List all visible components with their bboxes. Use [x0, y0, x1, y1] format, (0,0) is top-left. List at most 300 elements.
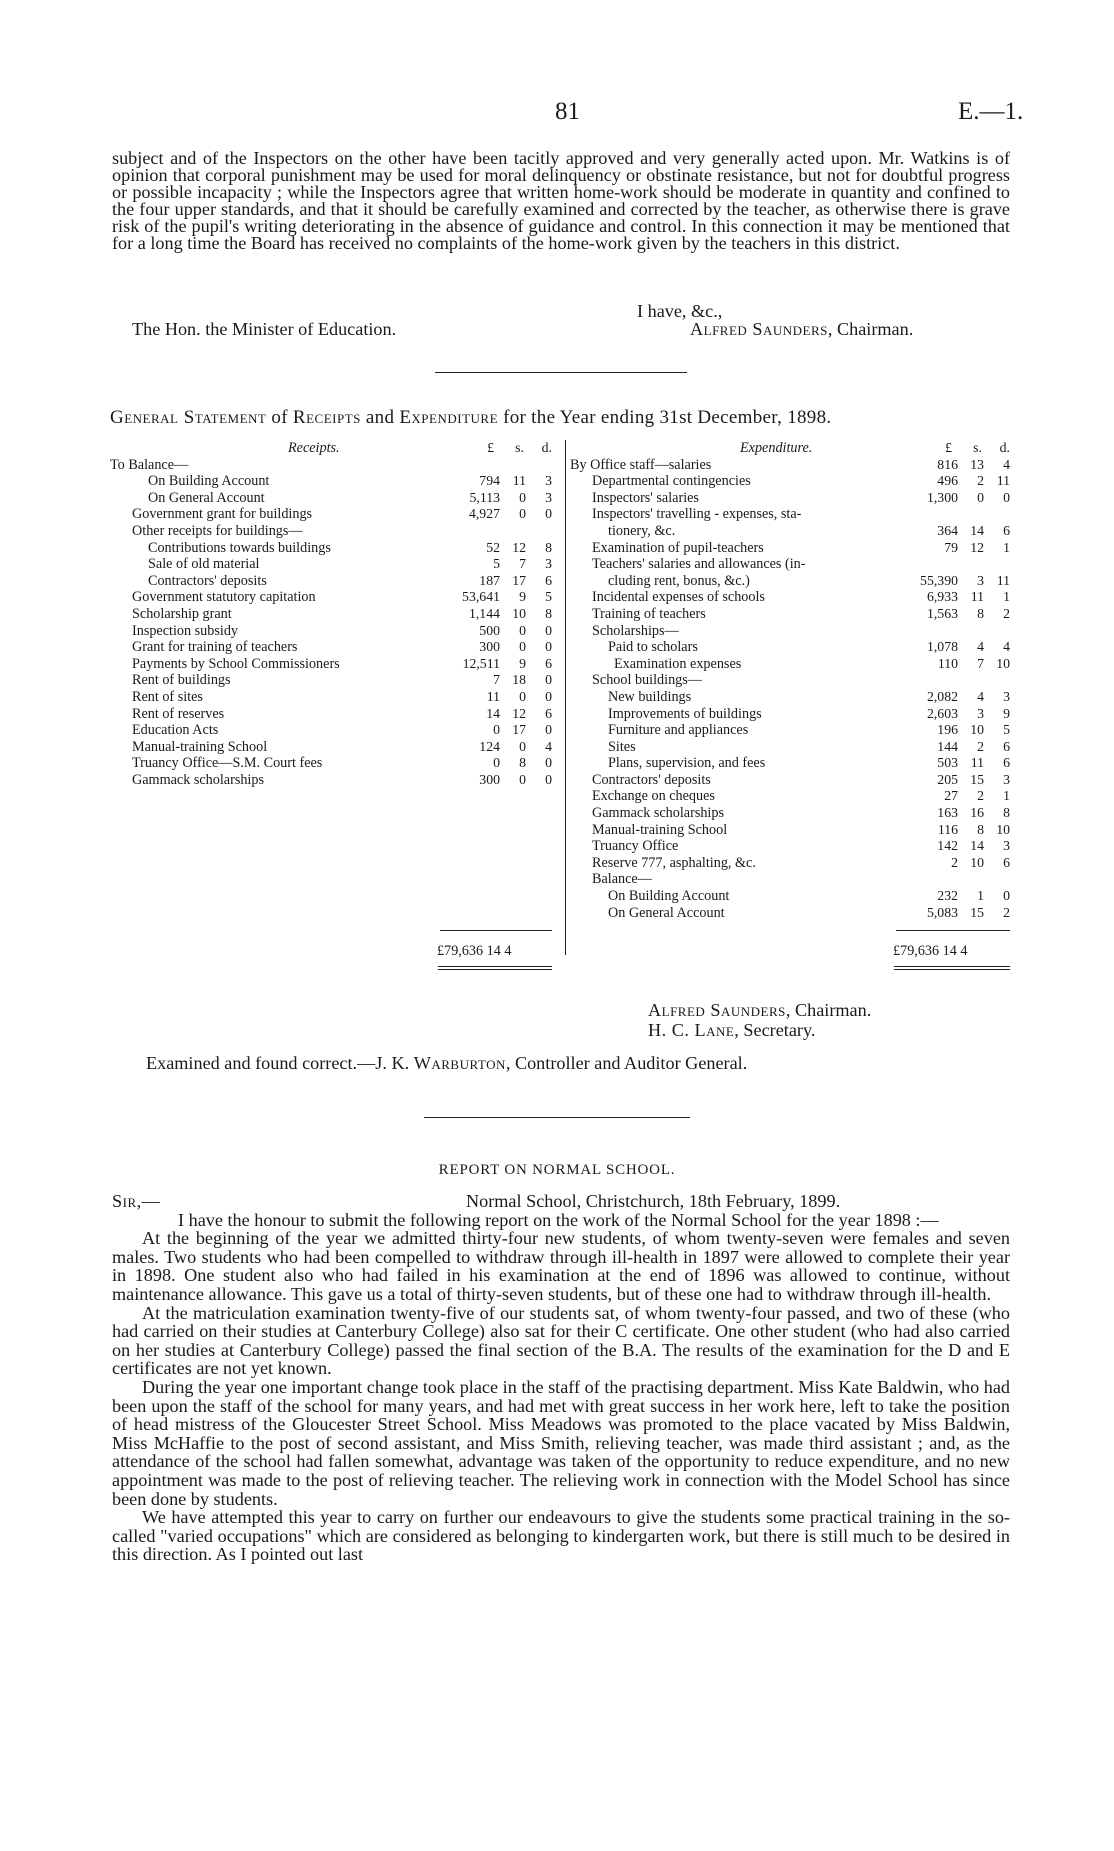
expenditure-pence: 3	[1003, 838, 1010, 854]
receipts-amount	[450, 606, 552, 623]
expenditure-amount	[908, 523, 1010, 540]
expenditure-amount	[908, 722, 1010, 739]
receipts-pounds: 52	[486, 539, 500, 555]
receipts-pence: 4	[545, 738, 552, 754]
expenditure-label: Paid to scholars	[608, 639, 698, 656]
expenditure-row	[570, 656, 1010, 673]
expenditure-shillings: 10	[970, 854, 984, 870]
expenditure-row	[570, 606, 1010, 623]
expenditure-label: Examination of pupil-teachers	[592, 539, 764, 556]
expenditure-shillings: 10	[970, 722, 984, 738]
report-paragraph: We have attempted this year to carry on further our endeavours to give the students some practical training in the so-called "varied occupations" which are considered as belonging to kindergarten work, but there is still much to be desired in this direction. As I pointed out last	[112, 1507, 1010, 1565]
expenditure-amount	[908, 457, 1010, 474]
receipts-header-row	[110, 440, 552, 457]
receipts-pounds: 11	[486, 688, 500, 704]
expenditure-double-rule	[894, 966, 1010, 967]
intro-text	[112, 150, 1010, 252]
expenditure-pence: 6	[1003, 738, 1010, 754]
receipts-row	[110, 540, 552, 557]
expenditure-amount	[908, 755, 1010, 772]
receipts-currency-heads	[450, 440, 552, 457]
expenditure-label: Sites	[608, 738, 636, 755]
receipts-pounds: 7	[493, 672, 500, 688]
pound-head: £	[945, 440, 952, 455]
expenditure-pounds: 5,083	[926, 904, 958, 920]
signatory-title: , Chairman.	[827, 319, 914, 339]
expenditure-label: By Office staff—salaries	[570, 456, 712, 473]
expenditure-label: Exchange on cheques	[592, 788, 715, 805]
expenditure-label: Balance—	[592, 871, 652, 888]
receipts-label: Rent of reserves	[132, 705, 225, 722]
expenditure-shillings: 2	[977, 738, 984, 754]
expenditure-pounds: 232	[937, 888, 958, 904]
expenditure-pounds: 79	[944, 539, 958, 555]
expenditure-shillings: 8	[977, 605, 984, 621]
receipts-shillings: 12	[512, 539, 526, 555]
expenditure-label: School buildings—	[592, 672, 702, 689]
expenditure-amount	[908, 490, 1010, 507]
expenditure-amount	[908, 772, 1010, 789]
secretary-title: , Secretary.	[734, 1020, 816, 1040]
receipts-amount	[450, 706, 552, 723]
expenditure-pounds: 116	[937, 821, 958, 837]
expenditure-amount	[908, 639, 1010, 656]
receipts-shillings: 8	[519, 755, 526, 771]
auditor-name: Warburton	[413, 1053, 506, 1073]
receipts-amount	[450, 556, 552, 573]
expenditure-shillings: 0	[977, 489, 984, 505]
expenditure-label: Furniture and appliances	[608, 722, 749, 739]
receipts-pence: 6	[545, 655, 552, 671]
receipts-pounds: 53,641	[462, 589, 500, 605]
expenditure-shillings: 8	[977, 821, 984, 837]
expenditure-amount	[908, 805, 1010, 822]
page-number: 81	[555, 98, 580, 125]
expenditure-shillings: 3	[977, 572, 984, 588]
expenditure-total-rule	[896, 930, 1010, 931]
chairman-signature	[648, 1000, 871, 1021]
expenditure-pounds: 1,078	[926, 639, 958, 655]
expenditure-row	[570, 805, 1010, 822]
receipts-label: On General Account	[148, 489, 265, 506]
receipts-shillings: 11	[512, 473, 526, 489]
expenditure-pence: 11	[996, 572, 1010, 588]
expenditure-row	[570, 573, 1010, 590]
receipts-shillings: 18	[512, 672, 526, 688]
expenditure-pence: 9	[1003, 705, 1010, 721]
receipts-amount	[450, 656, 552, 673]
expenditure-shillings: 3	[977, 705, 984, 721]
expenditure-label: Contractors' deposits	[592, 771, 711, 788]
receipts-pounds: 12,511	[462, 655, 500, 671]
expenditure-pence: 1	[1003, 539, 1010, 555]
receipts-pounds: 0	[493, 755, 500, 771]
expenditure-label: On Building Account	[608, 888, 730, 905]
report-paragraph: During the year one important change took place in the staff of the practising department. Miss Kate Baldwin, who had been upon the staff of the school for many years, and had met with great success in her work here, left to take the position of head mistress of the Gloucester Street School. Miss Meadows was promoted to the place vacated by Miss Baldwin, Miss McHaffie to the post of second assistant, and Miss Smith, relieving teacher, was made third assistant ; and, as the attendance of the school had fallen somewhat, advantage was taken of the opportunity to reduce expenditure, and no new appointment was made to the post of relieving teacher. The relieving work in connection with the Model School has since been done by students.	[112, 1376, 1010, 1509]
receipts-label: Truancy Office—S.M. Court fees	[132, 755, 323, 772]
receipts-shillings: 9	[519, 655, 526, 671]
expenditure-pounds: 2	[951, 854, 958, 870]
receipts-label: Education Acts	[132, 722, 219, 739]
receipts-amount	[450, 739, 552, 756]
expenditure-label: Gammack scholarships	[592, 805, 724, 822]
receipts-amount	[450, 573, 552, 590]
expenditure-pounds: 2,082	[926, 688, 958, 704]
expenditure-row	[570, 722, 1010, 739]
expenditure-pounds: 27	[944, 788, 958, 804]
expenditure-pence: 4	[1003, 456, 1010, 472]
receipts-amount	[450, 722, 552, 739]
receipts-shillings: 7	[519, 556, 526, 572]
expenditure-shillings: 16	[970, 805, 984, 821]
expenditure-amount	[908, 706, 1010, 723]
receipts-pence: 0	[545, 506, 552, 522]
expenditure-row	[570, 473, 1010, 490]
expenditure-pence: 6	[1003, 755, 1010, 771]
receipts-shillings: 17	[512, 572, 526, 588]
receipts-total: £79,636 14 4	[437, 943, 512, 959]
expenditure-row	[570, 523, 1010, 540]
expenditure-pounds: 503	[937, 755, 958, 771]
receipts-amount	[450, 473, 552, 490]
receipts-amount	[450, 506, 552, 523]
receipts-row	[110, 457, 552, 474]
expenditure-amount	[908, 606, 1010, 623]
receipts-label: On Building Account	[148, 473, 270, 490]
receipts-pence: 8	[545, 605, 552, 621]
receipts-row	[110, 689, 552, 706]
report-paragraph: I have the honour to submit the following report on the work of the Normal School for the year 1898 :—	[178, 1209, 939, 1230]
expenditure-shillings: 12	[970, 539, 984, 555]
receipts-pounds: 5,113	[469, 489, 500, 505]
expenditure-amount	[908, 473, 1010, 490]
receipts-label: Contributions towards buildings	[148, 539, 331, 556]
report-paragraph: At the matriculation examination twenty-five of our students sat, of whom twenty-four passed, and two of these (who had carried on their studies at Canterbury College) also sat for their C certificate. One other student (who had also carried on her studies at Canterbury College) passed the final section of the B.A. The results of the examination for the D and E certificates are not yet known.	[112, 1302, 1010, 1379]
expenditure-label: Inspectors' salaries	[592, 489, 699, 506]
receipts-label: Government grant for buildings	[132, 506, 313, 523]
column-divider	[565, 440, 566, 955]
receipts-row	[110, 656, 552, 673]
expenditure-label: Truancy Office	[592, 838, 679, 855]
receipts-pence: 0	[545, 622, 552, 638]
expenditure-amount	[908, 589, 1010, 606]
intro-paragraph: subject and of the Inspectors on the other have been tacitly approved and very generally acted upon. Mr. Watkins is of opinion that corporal punishment may be used for moral delinquency or obstinate resistance, but not for doubtful progress or possible incapacity ; while the Inspectors agree that written home-work should be moderate in quantity and confined to the four upper standards, and that it should be carefully examined and corrected by the teacher, as otherwise there is grave risk of the pupil's writing deteriorating in the absence of guidance and control. In this connection it may be mentioned that for a long time the Board has received no complaints of the home-work given by the teachers in this district.	[112, 148, 1010, 253]
expenditure-pounds: 196	[937, 722, 958, 738]
expenditure-pence: 5	[1003, 722, 1010, 738]
receipts-pounds: 300	[479, 639, 500, 655]
report-paragraphs	[112, 1211, 1010, 1564]
receipts-pence: 8	[545, 539, 552, 555]
expenditure-amount	[908, 689, 1010, 706]
receipts-pence: 0	[545, 688, 552, 704]
receipts-label: Gammack scholarships	[132, 771, 264, 788]
receipts-shillings: 17	[512, 722, 526, 738]
receipts-pence: 3	[545, 489, 552, 505]
receipts-amount	[450, 639, 552, 656]
receipts-amount	[450, 623, 552, 640]
expenditure-pounds: 142	[937, 838, 958, 854]
divider-rule	[435, 372, 687, 373]
secretary-signature	[648, 1020, 815, 1041]
receipts-table	[110, 440, 552, 788]
expenditure-pence: 10	[996, 655, 1010, 671]
receipts-shillings: 0	[519, 506, 526, 522]
receipts-double-rule	[438, 966, 552, 967]
receipts-pence: 0	[545, 771, 552, 787]
receipts-shillings: 9	[519, 589, 526, 605]
expenditure-amount	[908, 656, 1010, 673]
receipts-label: Inspection subsidy	[132, 622, 239, 639]
receipts-row	[110, 772, 552, 789]
expenditure-amount	[908, 905, 1010, 922]
expenditure-shillings: 1	[977, 888, 984, 904]
receipts-row	[110, 755, 552, 772]
expenditure-label: New buildings	[608, 688, 692, 705]
expenditure-row	[570, 589, 1010, 606]
chairman-title: , Chairman.	[785, 1000, 872, 1020]
report-salutation-line	[112, 1192, 1010, 1211]
expenditure-shillings: 4	[977, 688, 984, 704]
expenditure-pounds: 6,933	[926, 589, 958, 605]
signatory	[690, 319, 913, 340]
expenditure-shillings: 15	[970, 771, 984, 787]
expenditure-pence: 6	[1003, 854, 1010, 870]
audit-suffix: , Controller and Auditor General.	[505, 1053, 748, 1073]
statement-title	[110, 407, 1010, 429]
receipts-pounds: 124	[479, 738, 500, 754]
expenditure-row	[570, 888, 1010, 905]
receipts-pence: 0	[545, 672, 552, 688]
closing: I have, &c.,	[637, 301, 723, 321]
receipts-shillings: 0	[519, 622, 526, 638]
receipts-row	[110, 490, 552, 507]
expenditure-row	[570, 672, 1010, 689]
expenditure-table	[570, 440, 1010, 921]
receipts-label: Grant for training of teachers	[132, 639, 298, 656]
expenditure-label: Incidental expenses of schools	[592, 589, 765, 606]
receipts-pounds: 5	[493, 556, 500, 572]
receipts-row	[110, 672, 552, 689]
expenditure-row	[570, 639, 1010, 656]
expenditure-pounds: 364	[937, 522, 958, 538]
expenditure-shillings: 13	[970, 456, 984, 472]
receipts-label: Rent of sites	[132, 688, 203, 705]
expenditure-pounds: 144	[937, 738, 958, 754]
expenditure-row	[570, 623, 1010, 640]
expenditure-amount	[908, 855, 1010, 872]
dateline: Normal School, Christchurch, 18th February, 1899.	[466, 1191, 841, 1211]
expenditure-row	[570, 788, 1010, 805]
receipts-label: Other receipts for buildings—	[132, 522, 303, 539]
receipts-pence: 5	[545, 589, 552, 605]
expenditure-shillings: 7	[977, 655, 984, 671]
receipts-label: Manual-training School	[132, 738, 268, 755]
expenditure-amount	[908, 739, 1010, 756]
expenditure-pounds: 1,563	[926, 605, 958, 621]
secretary-name: H. C. Lane	[648, 1020, 735, 1040]
expenditure-heading: Expenditure.	[740, 440, 813, 456]
expenditure-shillings: 11	[970, 755, 984, 771]
title-part: Expenditure	[399, 407, 499, 428]
expenditure-pence: 1	[1003, 589, 1010, 605]
expenditure-pounds: 1,300	[926, 489, 958, 505]
addressee: The Hon. the Minister of Education.	[132, 319, 397, 339]
receipts-pence: 6	[545, 572, 552, 588]
receipts-row	[110, 556, 552, 573]
pound-head: £	[487, 440, 494, 455]
receipts-pounds: 500	[479, 622, 500, 638]
expenditure-amount	[908, 573, 1010, 590]
expenditure-row	[570, 822, 1010, 839]
expenditure-pence: 6	[1003, 522, 1010, 538]
receipts-row	[110, 606, 552, 623]
receipts-pence: 0	[545, 639, 552, 655]
pence-head: d.	[999, 440, 1010, 455]
expenditure-label: Inspectors' travelling - expenses, sta-	[592, 506, 802, 523]
receipts-pounds: 794	[479, 473, 500, 489]
receipts-pounds: 187	[479, 572, 500, 588]
expenditure-pounds: 2,603	[926, 705, 958, 721]
expenditure-pence: 0	[1003, 888, 1010, 904]
expenditure-row	[570, 739, 1010, 756]
expenditure-pence: 3	[1003, 771, 1010, 787]
receipts-label: Scholarship grant	[132, 605, 232, 622]
receipts-shillings: 10	[512, 605, 526, 621]
receipts-amount	[450, 540, 552, 557]
receipts-pence: 0	[545, 722, 552, 738]
expenditure-shillings: 14	[970, 522, 984, 538]
receipts-pence: 0	[545, 755, 552, 771]
expenditure-currency-heads	[908, 440, 1010, 457]
expenditure-pounds: 205	[937, 771, 958, 787]
receipts-row	[110, 722, 552, 739]
expenditure-pence: 2	[1003, 605, 1010, 621]
expenditure-row	[570, 871, 1010, 888]
receipts-label: Sale of old material	[148, 556, 260, 573]
receipts-pounds: 0	[493, 722, 500, 738]
expenditure-row	[570, 540, 1010, 557]
receipts-pounds: 4,927	[468, 506, 500, 522]
receipts-pence: 3	[545, 473, 552, 489]
receipts-pounds: 300	[479, 771, 500, 787]
expenditure-label: tionery, &c.	[608, 522, 676, 539]
receipts-label: Contractors' deposits	[148, 572, 267, 589]
report-paragraph: At the beginning of the year we admitted thirty-four new students, of whom twenty-seven were females and seven males. Two students who had been compelled to withdraw through ill-health in 1897 were allowed to complete their year in 1898. One student also who had failed in his examination at the end of 1896 was allowed to continue, without maintenance allowance. This gave us a total of thirty-seven students, but of these one had to withdraw through ill-health.	[112, 1228, 1010, 1304]
receipts-label: Government statutory capitation	[132, 589, 316, 606]
expenditure-label: Departmental contingencies	[592, 473, 751, 490]
expenditure-header-row	[570, 440, 1010, 457]
shilling-head: s.	[515, 440, 524, 455]
expenditure-shillings: 2	[977, 473, 984, 489]
receipts-row	[110, 523, 552, 540]
expenditure-row	[570, 706, 1010, 723]
receipts-amount	[450, 772, 552, 789]
receipts-shillings: 0	[519, 639, 526, 655]
expenditure-row	[570, 490, 1010, 507]
expenditure-pence: 0	[1003, 489, 1010, 505]
receipts-label: Payments by School Commissioners	[132, 655, 340, 672]
receipts-pounds: 14	[486, 705, 500, 721]
expenditure-row	[570, 689, 1010, 706]
expenditure-label: Reserve 777, asphalting, &c.	[592, 854, 756, 871]
pence-head: d.	[541, 440, 552, 455]
expenditure-pounds: 816	[937, 456, 958, 472]
receipts-label: To Balance—	[110, 456, 189, 473]
receipts-heading: Receipts.	[288, 440, 340, 456]
receipts-row	[110, 506, 552, 523]
expenditure-label: Plans, supervision, and fees	[608, 755, 766, 772]
expenditure-label: On General Account	[608, 904, 725, 921]
expenditure-shillings: 11	[970, 589, 984, 605]
expenditure-row	[570, 755, 1010, 772]
receipts-shillings: 12	[512, 705, 526, 721]
audit-statement	[146, 1053, 747, 1074]
expenditure-shillings: 4	[977, 639, 984, 655]
expenditure-amount	[908, 888, 1010, 905]
receipts-amount	[450, 589, 552, 606]
receipts-double-rule	[438, 969, 552, 970]
expenditure-pence: 3	[1003, 688, 1010, 704]
report-body	[112, 1192, 1010, 1564]
expenditure-shillings: 15	[970, 904, 984, 920]
signatory-name: Alfred Saunders	[690, 319, 828, 339]
receipts-label: Rent of buildings	[132, 672, 231, 689]
salutation: Sir,—	[112, 1191, 161, 1211]
receipts-row	[110, 639, 552, 656]
receipts-total-rule	[440, 930, 552, 931]
expenditure-row	[570, 457, 1010, 474]
receipts-shillings: 0	[519, 738, 526, 754]
receipts-pence: 6	[545, 705, 552, 721]
receipts-shillings: 0	[519, 771, 526, 787]
expenditure-label: Improvements of buildings	[608, 705, 762, 722]
receipts-row	[110, 573, 552, 590]
expenditure-shillings: 2	[977, 788, 984, 804]
expenditure-row	[570, 506, 1010, 523]
title-part: Receipts	[292, 407, 361, 428]
title-part: for the Year ending 31st December, 1898.	[498, 407, 832, 428]
report-title: REPORT ON NORMAL SCHOOL.	[438, 1162, 676, 1178]
title-part: and	[360, 407, 400, 428]
expenditure-row	[570, 855, 1010, 872]
audit-prefix: Examined and found correct.—J. K.	[146, 1053, 414, 1073]
receipts-row	[110, 473, 552, 490]
receipts-pounds: 1,144	[468, 605, 500, 621]
receipts-amount	[450, 672, 552, 689]
expenditure-row	[570, 556, 1010, 573]
expenditure-pounds: 55,390	[920, 572, 958, 588]
receipts-amount	[450, 689, 552, 706]
expenditure-amount	[908, 838, 1010, 855]
expenditure-label: Examination expenses	[614, 655, 742, 672]
divider-rule	[424, 1117, 690, 1118]
receipts-shillings: 0	[519, 489, 526, 505]
title-part: General Statement	[110, 407, 267, 428]
expenditure-label: Manual-training School	[592, 821, 728, 838]
expenditure-label: Scholarships—	[592, 622, 679, 639]
receipts-amount	[450, 755, 552, 772]
expenditure-pence: 11	[996, 473, 1010, 489]
chairman-name: Alfred Saunders	[648, 1000, 786, 1020]
expenditure-pence: 4	[1003, 639, 1010, 655]
expenditure-total: £79,636 14 4	[893, 943, 968, 959]
document-code: E.—1.	[958, 98, 1024, 125]
receipts-row	[110, 706, 552, 723]
receipts-row	[110, 623, 552, 640]
expenditure-amount	[908, 540, 1010, 557]
expenditure-row	[570, 772, 1010, 789]
receipts-shillings: 0	[519, 688, 526, 704]
